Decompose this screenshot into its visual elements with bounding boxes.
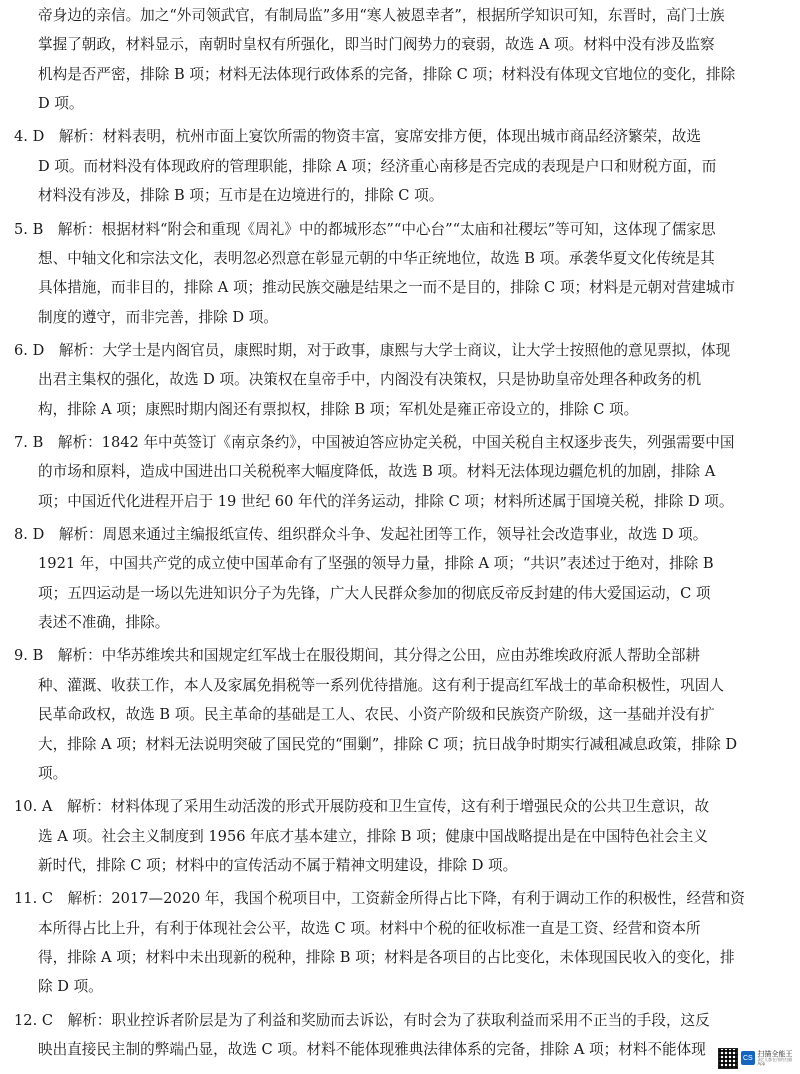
answer-item-6: 6. D 解析：大学士是内阁官员，康熙时期，对于政事，康熙与大学士商议，让大学士按照他的意见票拟，体现 — [14, 341, 731, 359]
answer-item-8: 8. D 解析：周恩来通过主编报纸宣传、组织群众斗争、发起社团等工作，领导社会改造事业，故选 D 项。 — [14, 526, 708, 543]
text-line: 构，排除 A 项；康熙时期内阁还有票拟权，排除 B 项；军机处是雍正帝设立的，排除 C 项。 — [38, 400, 639, 418]
text-line: 掌握了朝政，材料显示，南朝时皇权有所强化，即当时门阀势力的衰弱，故选 A 项。材料中没有涉及监察 — [38, 36, 715, 54]
watermark-brand-name: 扫描全能王 — [757, 1049, 793, 1058]
text-line: 大，排除 A 项；材料无法说明突破了国民党的“围剿”，排除 C 项；抗日战争时期实行减租减息政策，排除 D — [38, 735, 738, 753]
camscanner-logo-icon: CS — [741, 1051, 754, 1065]
text-line: D 项。 — [38, 95, 84, 113]
text-line: 种、灌溉、收获工作，本人及家属免捐税等一系列优待措施。这有利于提高红军战士的革命积极性，巩固人 — [38, 676, 724, 694]
text-line: 表述不准确，排除。 — [38, 614, 170, 632]
answer-item-11: 11. C 解析：2017—2020 年，我国个税项目中，工资薪金所得占比下降，有利于调动工作的积极性，经营和资 — [14, 890, 745, 908]
watermark-brand — [758, 1051, 798, 1066]
answer-item-5: 5. B 解析：根据材料“附会和重现《周礼》中的都城形态”“中心台”“太庙和社稷坛”等可知，这体现了儒家思 — [14, 220, 716, 238]
text-line: 项；中国近代化进程开启于 19 世纪 60 年代的洋务运动，排除 C 项；材料所述属于国境关税，排除 D 项。 — [38, 492, 734, 510]
answer-item-9: 9. B 解析：中华苏维埃共和国规定红军战士在服役期间，其分得之公田，应由苏维埃政府派人帮助全部耕 — [14, 647, 701, 665]
text-line: 本所得占比上升，有利于体现社会公平，故选 C 项。材料中个税的征收标准一直是工资、经营和资本所 — [38, 919, 701, 937]
scanner-watermark — [718, 1047, 798, 1069]
text-line: 除 D 项。 — [38, 978, 103, 996]
answer-item-12: 12. C 解析：职业控诉者阶层是为了利益和奖励而去诉讼，有时会为了获取利益而采用不正当的手段，这反 — [14, 1011, 710, 1029]
text-line: 1921 年，中国共产党的成立使中国革命有了坚强的领导力量，排除 A 项；“共识”表述过于绝对，排除 B — [38, 555, 714, 573]
text-line: 民革命政权，故选 B 项。民主革命的基础是工人、农民、小资产阶级和民族资产阶级，这一基础并没有扩 — [38, 706, 715, 724]
watermark-brand-sub: 3亿人都在用的扫描App — [757, 1056, 793, 1066]
text-line: 选 A 项。社会主义制度到 1956 年底才基本建立，排除 B 项；健康中国战略提出是在中国特色社会主义 — [38, 827, 708, 845]
text-line: 项；五四运动是一场以先进知识分子为先锋，广大人民群众参加的彻底反帝反封建的伟大爱国运动，C 项 — [38, 584, 711, 602]
answer-item-4: 4. D 解析：材料表明，杭州市面上宴饮所需的物资丰富，宴席安排方便，体现出城市商品经济繁荣，故选 — [14, 128, 701, 146]
text-line: 帝身边的亲信。加之“外司领武官，有制局监”多用“寒人被恩幸者”，根据所学知识可知，东晋时，高门士族 — [38, 7, 725, 24]
text-line: 的市场和原料，造成中国进出口关税税率大幅度降低，故选 B 项。材料无法体现边疆危机的加剧，排除 A — [38, 463, 716, 481]
qr-code-icon — [718, 1048, 738, 1069]
text-line: 想、中轴文化和宗法文化，表明忽必烈意在彰显元朝的中华正统地位，故选 B 项。承袭华夏文化传统是其 — [38, 249, 715, 267]
text-line: 机构是否严密，排除 B 项；材料无法体现行政体系的完备，排除 C 项；材料没有体现文官地位的变化，排除 — [38, 65, 736, 83]
text-line: 得，排除 A 项；材料中未出现新的税种，排除 B 项；材料是各项目的占比变化，未体现国民收入的变化，排 — [38, 948, 735, 966]
text-line: 出君主集权的强化，故选 D 项。决策权在皇帝手中，内阁没有决策权，只是协助皇帝处理各种政务的机 — [38, 371, 702, 389]
text-line: D 项。而材料没有体现政府的管理职能，排除 A 项；经济重心南移是否完成的表现是户口和财税方面，而 — [38, 157, 717, 175]
answer-item-7: 7. B 解析：1842 年中英签订《南京条约》，中国被迫答应协定关税，中国关税自主权逐步丧失，列强需要中国 — [14, 433, 735, 451]
text-line: 映出直接民主制的弊端凸显，故选 C 项。材料不能体现雅典法律体系的完备，排除 A 项；材料不能体现 — [38, 1041, 706, 1058]
text-line: 具体措施，而非目的，排除 A 项；推动民族交融是结果之一而不是目的，排除 C 项；材料是元朝对营建城市 — [38, 279, 735, 297]
text-line: 制度的遵守，而非完善，排除 D 项。 — [38, 308, 278, 326]
answer-item-10: 10. A 解析：材料体现了采用生动活泼的形式开展防疫和卫生宣传，这有利于增强民众的公共卫生意识，故 — [14, 798, 710, 816]
text-line: 材料没有涉及，排除 B 项；互市是在边境进行的，排除 C 项。 — [38, 187, 444, 205]
text-line: 新时代，排除 C 项；材料中的宣传活动不属于精神文明建设，排除 D 项。 — [38, 856, 518, 874]
text-line: 项。 — [38, 764, 68, 782]
